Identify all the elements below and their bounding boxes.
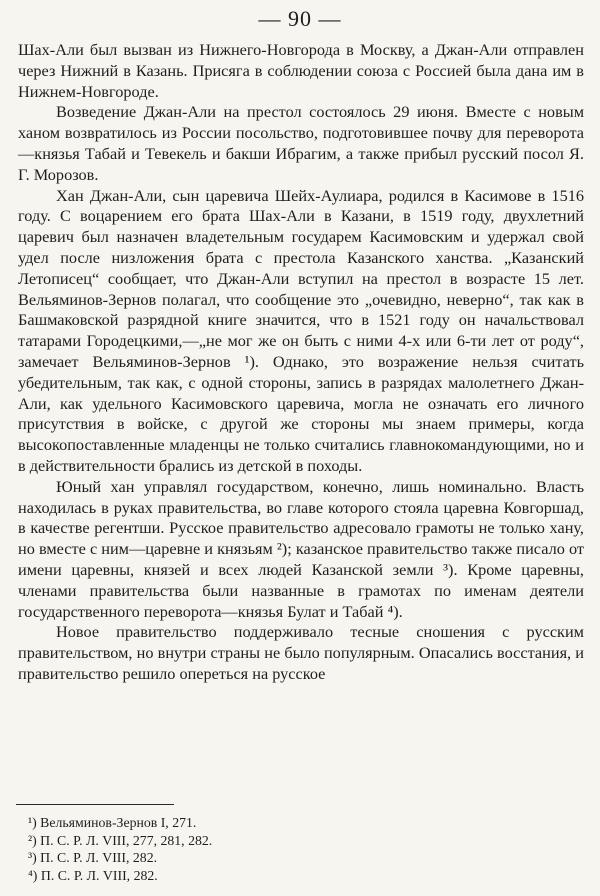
paragraph-1: Шах-Али был вызван из Нижнего-Новгорода в Москву, а Джан-Али отправлен через Нижний в Казань. Присяга в соблюдении союза с Россией была дана им в Нижнем-Новгороде.	[18, 40, 584, 101]
footnote-3: ³) П. С. Р. Л. VIII, 282.	[28, 850, 158, 866]
footnote-divider	[16, 804, 174, 805]
footnote-1: ¹) Вельяминов-Зернов I, 271.	[28, 815, 197, 830]
paragraph-5: Новое правительство поддерживало тесные сношения с русским правительством, но внутри страны не было популярным. Опасались восстания, и правительство решило опереться на русское	[18, 622, 584, 683]
main-text	[18, 40, 584, 685]
paragraph-3: Хан Джан-Али, сын царевича Шейх-Аулиара, родился в Касимове в 1516 году. С воцарением его брата Шах-Али в Казани, в 1519 году, двухлетний царевич был назначен владетельным государем Касимовским и удержал свой удел после низложения брата с престола Казанского ханства. „Казанский Летописец“ сообщает, что Джан-Али вступил на престол в возрасте 15 лет. Вельяминов-Зернов полагал, что сообщение это „очевидно, неверно“, так как в Башмаковской разрядной книге значится, что в 1521 году он начальствовал татарами Городецкими,—„не мог же он быть с ними 4-х или 6-ти лет от роду“, замечает Вельяминов-Зернов ¹). Однако, это возражение нельзя считать убедительным, так как, с одной стороны, запись в разрядах малолетнего Джан-Али, как удельного Касимовского царевича, могла не означать его личного присутствия в войске, с другой же стороны мы знаем примеры, когда высокопоставленные младенцы не только считались главнокомандующими, но и в действительности брались из детской в походы.	[18, 185, 584, 475]
paragraph-4: Юный хан управлял государством, конечно, лишь номинально. Власть находилась в руках правительства, во главе которого стояла царевна Ковгоршад, в качестве регентши. Русское правительство адресовало грамоты не только хану, но вместе с ним—царевне и князьям ²); казанское правительство также писало от имени царевны, князей и всех людей Казанской земли ³). Кроме царевны, членами правительства были названные в грамотах по именам деятели государственного переворота—князья Булат и Табай ⁴).	[18, 476, 584, 621]
footnotes	[28, 814, 568, 884]
page-number: — 90 —	[258, 6, 342, 31]
footnote-4: ⁴) П. С. Р. Л. VIII, 282.	[28, 867, 158, 883]
paragraph-2: Возведение Джан-Али на престол состоялось 29 июня. Вместе с новым ханом возвратилось из России посольство, подготовившее почву для переворота—князья Табай и Тевекель и бакши Ибрагим, а также прибыл русский посол Я. Г. Морозов.	[18, 102, 584, 184]
footnote-2: ²) П. С. Р. Л. VIII, 277, 281, 282.	[28, 832, 213, 848]
